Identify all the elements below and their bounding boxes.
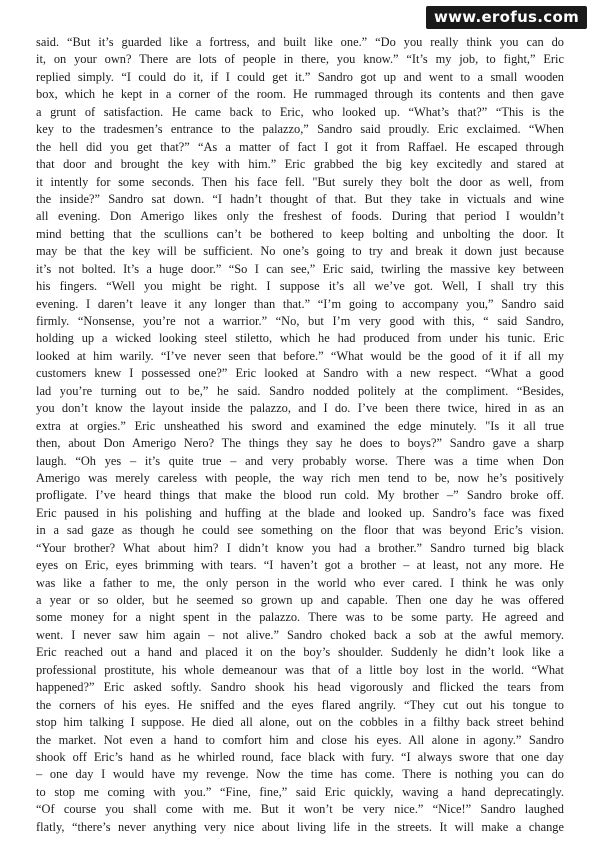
text-line: the corners of his eyes. He sniffed and the eyes flared angrily. “They cut out his tongue to bbox=[36, 697, 564, 712]
text-line: went. I never saw him again – not alive.” Sandro choked back a sob at the awful memory. bbox=[36, 627, 564, 642]
text-line: said. “But it’s guarded like a fortress, and built like one.” “Do you really think you can do bbox=[36, 35, 564, 49]
text-line: profligate. I’ve heard things that make the blood run cold. My brother –” Sandro broke off. bbox=[36, 488, 564, 503]
text-line: key to the tradesmen’s entrance to the palazzo,” Sandro said proudly. Eric exclaimed. “When bbox=[36, 122, 564, 137]
text-line: looked at him warily. “I’ve never seen that before.” “What would be the good of it if all my bbox=[36, 348, 564, 363]
text-line: Eric paused in his polishing and huffing at the blade and looked up. Sandro’s face was fixed bbox=[36, 505, 564, 520]
text-line: professional prostitute, his whole demeanour was that of a little boy lost in the world. “What bbox=[36, 662, 564, 677]
text-line: holding up a wicked looking steel stiletto, which he had produced from under his tunic. Eric bbox=[36, 331, 564, 346]
story-text bbox=[36, 34, 564, 836]
text-line: eyes on Eric, eyes brimming with tears. “I haven’t got a brother – at least, not any more. He bbox=[36, 558, 564, 573]
text-line: stop him talking I suppose. He died all alone, out on the cobbles in a filthy back street behind bbox=[36, 715, 564, 730]
text-line: firmly. “Nonsense, you’re not a warrior.” “No, but I’m very good with this, “ said Sandro, bbox=[36, 314, 564, 328]
text-line: the hell did you get that?” “As a matter of fact I got it from Raffael. He escaped through bbox=[36, 139, 564, 154]
text-line: a year or so older, but he seemed so grown up and capable. Then one day he was offered bbox=[36, 593, 564, 607]
text-line: customers knew I possessed one?” Eric looked at Sandro with a new respect. “What a good bbox=[36, 366, 564, 381]
text-line: box, which he kept in a corner of the room. He rummaged through its contents and then gave bbox=[36, 87, 564, 102]
text-line: “Your brother? What about him? I didn’t know you had a brother.” Sandro turned big black bbox=[36, 540, 564, 555]
text-line: lad you’re turning out to be,” he said. Sandro nodded politely at the compliment. “Besides, bbox=[36, 383, 564, 398]
text-line: may be that the key will be sufficient. No one’s going to try and break it down just because bbox=[36, 244, 564, 259]
text-line: replied simply. “I could do it, if I could get it.” Sandro got up and went to a small wooden bbox=[36, 69, 564, 84]
text-line: the market. Not even a hand to comfort him and close his eyes. All alone in agony.” Sandro bbox=[36, 732, 564, 747]
text-line: flatly, “there’s never anything very nice about living life in the streets. It will make a change bbox=[36, 819, 564, 834]
text-line: was like a father to me, the only person in the world who ever cared. I think he was only bbox=[36, 575, 564, 590]
text-line: to stop me coming with you.” “Fine, fine,” said Eric quickly, waving a hand deprecatingly. bbox=[36, 784, 564, 799]
text-line: all evening. Don Amerigo likes only the freshest of foods. During that period I wouldn’t bbox=[36, 209, 564, 224]
text-line: you don’t know the layout inside the palazzo, and I do. I’ve been there twice, hired in as an bbox=[36, 401, 564, 416]
text-line: happened?” Eric asked softly. Sandro shook his head vigorously and flicked the tears from bbox=[36, 680, 564, 695]
text-line: mind betting that the scullions can’t be bothered to keep bolting and unbolting the door. It bbox=[36, 226, 564, 241]
text-line: it’s not bolted. It’s a huge door.” “So I can see,” Eric said, twirling the massive key between bbox=[36, 261, 564, 276]
text-line: Amerigo was merely careless with people, the way rich men tend to be, now he’s positively bbox=[36, 470, 564, 485]
text-line: that door and brought the key with him.” Eric grabbed the big key excitedly and stared at bbox=[36, 157, 564, 172]
text-line: the inside?” Sandro sat down. “I hadn’t thought of that. But they take in victuals and wine bbox=[36, 191, 564, 206]
text-line: then, about Don Amerigo Nero? The things they say he does to boys?” Sandro gave a sharp bbox=[36, 436, 564, 451]
text-line: shook off Eric’s hand as he whirled round, face black with fury. “I always swore that one day bbox=[36, 749, 564, 764]
text-line: extra at orgies.” Eric unsheathed his sword and examined the edge minutely. "Is it all true bbox=[36, 418, 564, 433]
text-line: his fingers. “Well you might be right. I suppose it’s all we’ve got. Well, I shall try this bbox=[36, 279, 564, 294]
site-watermark: www.erofus.com bbox=[426, 6, 587, 29]
text-line: “Of course you shall come with me. But it won’t be very nice.” “Nice!” Sandro laughed bbox=[36, 802, 564, 817]
text-line: it intently for some seconds. Then his face fell. "But surely they bolt the door as well, from bbox=[36, 174, 564, 189]
text-line: laugh. “Oh yes – it’s quite true – and very probably worse. There was a time when Don bbox=[36, 453, 564, 468]
text-line: evening. I daren’t leave it any longer than that.” “I’m going to accompany you,” Sandro said bbox=[36, 296, 564, 311]
text-line: it, on your own? There are lots of people in there, you know.” “It’s my job, to fight,” Eric bbox=[36, 52, 564, 67]
text-line: some money for a night spent in the palazzo. There was to be some party. He agreed and bbox=[36, 610, 564, 625]
text-line: – one day I would have my revenge. Now the time has come. There is nothing you can do bbox=[36, 767, 564, 782]
text-line: a grunt of satisfaction. He came back to Eric, who looked up. “What’s that?” “This is the bbox=[36, 104, 564, 119]
text-line: Eric reached out a hand and placed it on the boy’s shoulder. Suddenly he didn’t look like a bbox=[36, 645, 564, 660]
text-line: in a sad gaze as though he could see something on the floor that was beyond Eric’s vision. bbox=[36, 523, 564, 538]
